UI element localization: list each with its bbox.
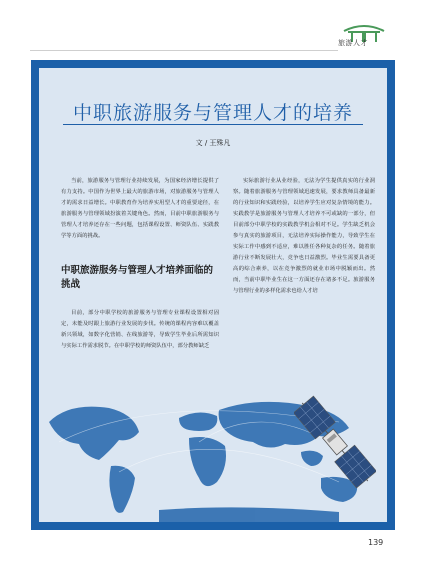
- article-panel: [31, 60, 395, 530]
- right-column: [233, 176, 375, 297]
- satellite-icon: [294, 383, 376, 501]
- title-underline: [63, 124, 363, 125]
- header-rule: [30, 50, 338, 51]
- section-label: 旅游人才: [338, 39, 368, 47]
- article-author: 文 / 王殊凡: [195, 139, 231, 147]
- article-title: 中职旅游服务与管理人才的培养: [72, 102, 353, 124]
- intro-paragraph: 当前，旅游服务与管理行业持续发展，为国家经济增长提供了有力支持。中国作为世界上最大的旅游市场，对旅游服务与管理人才的需求日益增长。中职教育作为培养实用型人才的重要途径，在旅游服务与管理领域扮演着关键角色。然而，目前中职旅游服务与管理人才培养还存在一些问题，包括课程设置、师资队伍、实践教学等方面的挑战。: [61, 178, 219, 239]
- article-panel-inner: [39, 68, 387, 522]
- section-paragraph: 目前，部分中职学校的旅游服务与管理专业课程设置相对固定，未能及时跟上旅游行业发展的步伐。传统的课程内容难以覆盖新兴领域，如数字化营销、在线旅游等，导致学生毕业后所需知识与实际工作需求脱节。在中职学校的师资队伍中，部分教师缺乏: [61, 310, 219, 349]
- section-heading: 中职旅游服务与管理人才培养面临的挑战: [61, 265, 214, 290]
- page-number: 139: [368, 538, 384, 547]
- right-paragraph: 实际旅游行业从业经验，无法为学生提供真实的行业洞察。随着旅游服务与管理领域迅速发展，要求教师具备最新的行业知识和实践经验，以培养学生应对复杂情境的能力。实践教学是旅游服务与管理人才培养不可或缺的一部分，但目前部分中职学校的实践教学机会相对不足。学生缺乏机会参与真实的旅游项目，无法培养实际操作能力，导致学生在实际工作中感到不适应，难以胜任各种复杂的任务。随着旅游行业不断发展壮大，竞争也日益激烈。毕业生需要具备更高的综合素养，以在竞争激烈的就业市场中脱颖而出。然而，当前中职毕业生在这一方面还存在诸多不足。旅游服务与管理行业的多样化需求也给人才培: [233, 178, 375, 294]
